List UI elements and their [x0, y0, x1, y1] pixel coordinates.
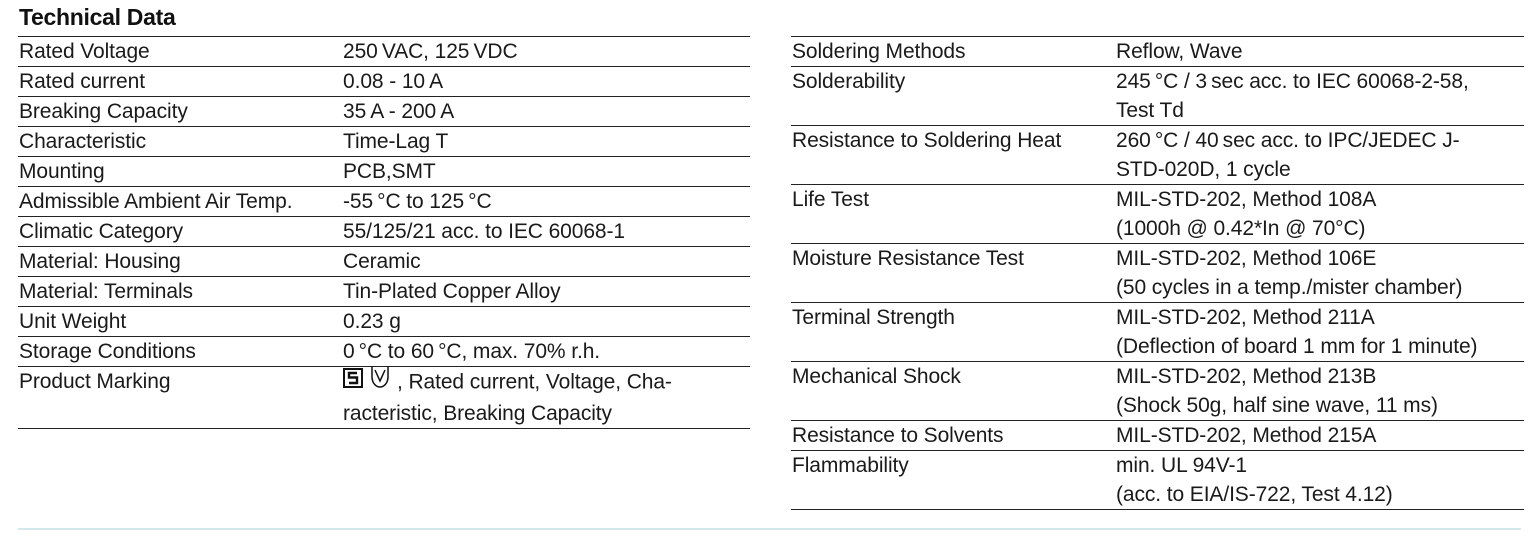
spec-value: [343, 37, 750, 66]
spec-label: Material: Terminals: [19, 280, 193, 303]
left-spec-row: [18, 336, 750, 366]
spec-value-line: 0.23 g: [343, 310, 401, 333]
spec-label: Mounting: [19, 160, 105, 183]
spec-value-line: 55/125/21 acc. to IEC 60068-1: [343, 220, 625, 243]
spec-value-line: Time-Lag T: [343, 130, 449, 153]
spec-value-line: MIL-STD-202, Method 215A: [1116, 424, 1377, 447]
spec-label: Admissible Ambient Air Temp.: [19, 190, 293, 213]
spec-value: [343, 187, 750, 216]
spec-value-line: (1000h @ 0.42*In @ 70°C): [1116, 217, 1366, 240]
certification-mark-icon: [369, 365, 391, 397]
spec-value: [1116, 451, 1524, 509]
footer-divider: [18, 528, 1521, 530]
right-spec-row: [791, 302, 1524, 361]
spec-value: [343, 247, 750, 276]
spec-value-line: MIL-STD-202, Method 211A: [1116, 306, 1375, 329]
spec-value-line: 0.08 - 10 A: [343, 70, 444, 93]
spec-value: [1116, 67, 1524, 125]
spec-value: [1116, 185, 1524, 243]
right-spec-row: [791, 450, 1524, 510]
spec-value-line: Test Td: [1116, 99, 1184, 122]
left-spec-row: [18, 276, 750, 306]
spec-value-line: (acc. to EIA/IS-722, Test 4.12): [1116, 483, 1393, 506]
spec-label: Resistance to Solvents: [792, 424, 1004, 447]
right-spec-row: [791, 184, 1524, 243]
right-spec-row: [791, 361, 1524, 420]
spec-value-line: (Shock 50g, half sine wave, 11 ms): [1116, 394, 1438, 417]
left-spec-row: [18, 66, 750, 96]
spec-value-line: STD-020D, 1 cycle: [1116, 158, 1291, 181]
spec-label: Breaking Capacity: [19, 100, 188, 123]
right-spec-row: [791, 36, 1524, 66]
spec-value: [1116, 362, 1524, 420]
spec-value: [1116, 126, 1524, 184]
spec-value-text: , Rated current, Voltage, Cha-: [397, 370, 672, 394]
spec-value-line: 250 VAC, 125 VDC: [343, 40, 518, 63]
schurter-s-logo-icon: [343, 367, 363, 396]
left-spec-row: [18, 126, 750, 156]
spec-value: [343, 337, 750, 366]
spec-label: Flammability: [792, 454, 909, 477]
left-spec-row: [18, 186, 750, 216]
spec-value-line: (Deflection of board 1 mm for 1 minute): [1116, 335, 1478, 358]
spec-value: [1116, 244, 1524, 302]
right-spec-row: [791, 243, 1524, 302]
spec-value-line: min. UL 94V-1: [1116, 454, 1247, 477]
spec-value-line: 260 °C / 40 sec acc. to IPC/JEDEC J-: [1116, 129, 1460, 152]
spec-label: Unit Weight: [19, 310, 127, 333]
spec-value-line: -55 °C to 125 °C: [343, 190, 492, 213]
spec-value: [1116, 37, 1524, 66]
spec-value: [343, 277, 750, 306]
spec-value-line: 0 °C to 60 °C, max. 70% r.h.: [343, 340, 601, 363]
spec-label: Rated Voltage: [19, 40, 150, 63]
spec-value-line: MIL-STD-202, Method 213B: [1116, 365, 1377, 388]
spec-label: Material: Housing: [19, 250, 181, 273]
left-spec-row: [18, 246, 750, 276]
spec-label: Product Marking: [19, 370, 171, 393]
left-spec-row: [18, 96, 750, 126]
spec-value: [343, 127, 750, 156]
spec-value-line: Ceramic: [343, 250, 421, 273]
spec-value-line: Tin-Plated Copper Alloy: [343, 280, 561, 303]
spec-label: Rated current: [19, 70, 145, 93]
left-spec-row: [18, 216, 750, 246]
left-spec-row: [18, 366, 750, 429]
spec-label: Solderability: [792, 70, 906, 93]
spec-value-line: PCB,SMT: [343, 160, 436, 183]
spec-label: Climatic Category: [19, 220, 184, 243]
spec-value: [343, 67, 750, 96]
spec-value: [343, 307, 750, 336]
right-spec-row: [791, 66, 1524, 125]
technical-data-table-right: [791, 36, 1524, 510]
spec-value-line: racteristic, Breaking Capacity: [343, 402, 612, 425]
spec-value: [343, 97, 750, 126]
right-spec-row: [791, 420, 1524, 450]
left-spec-row: [18, 36, 750, 66]
spec-value: [1116, 421, 1524, 450]
spec-value-line: Reflow, Wave: [1116, 40, 1243, 63]
spec-label: Resistance to Soldering Heat: [792, 129, 1062, 152]
spec-label: Moisture Resistance Test: [792, 247, 1024, 270]
spec-value-line: [343, 367, 750, 399]
spec-value: [343, 217, 750, 246]
spec-label: Mechanical Shock: [792, 365, 961, 388]
spec-label: Life Test: [792, 188, 869, 211]
left-spec-row: [18, 306, 750, 336]
spec-value-line: MIL-STD-202, Method 106E: [1116, 247, 1377, 270]
spec-value: [343, 157, 750, 186]
spec-value: [1116, 303, 1524, 361]
left-spec-row: [18, 156, 750, 186]
right-spec-row: [791, 125, 1524, 184]
page-title: Technical Data: [19, 4, 176, 30]
spec-label: Soldering Methods: [792, 40, 966, 63]
spec-value: [343, 367, 750, 428]
spec-label: Terminal Strength: [792, 306, 955, 329]
spec-label: Characteristic: [19, 130, 146, 153]
spec-label: Storage Conditions: [19, 340, 196, 363]
spec-value-line: 245 °C / 3 sec acc. to IEC 60068-2-58,: [1116, 70, 1469, 93]
technical-data-table-left: [18, 36, 750, 429]
spec-value-line: 35 A - 200 A: [343, 100, 455, 123]
spec-value-line: (50 cycles in a temp./mister chamber): [1116, 276, 1463, 299]
spec-value-line: MIL-STD-202, Method 108A: [1116, 188, 1377, 211]
